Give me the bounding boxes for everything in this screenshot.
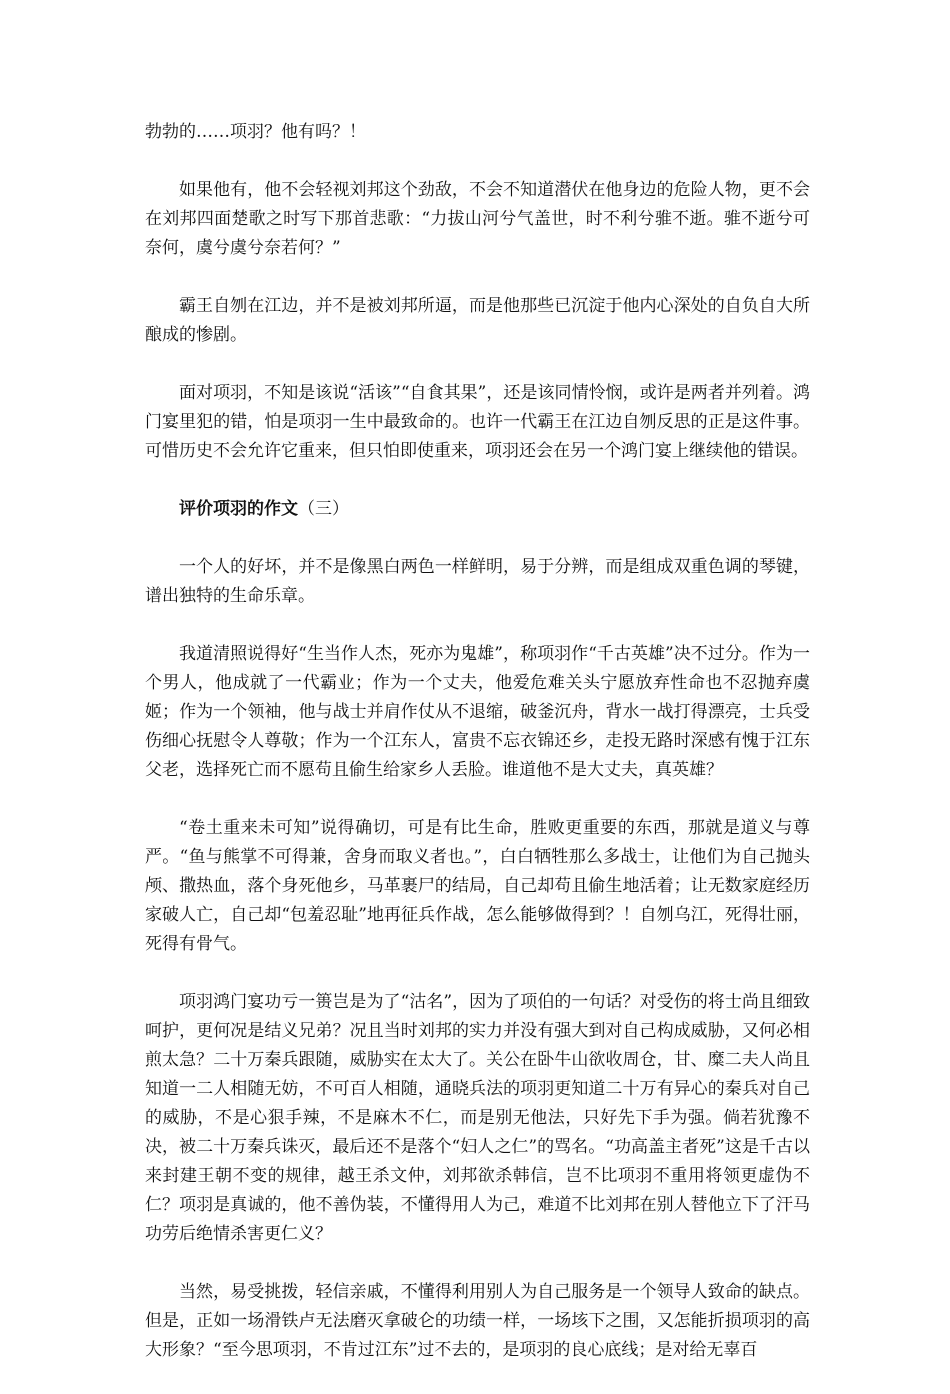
paragraph-flaws: 当然，易受挑拨，轻信亲戚，不懂得利用别人为自己服务是一个领导人致命的缺点。但是，正如一场滑铁卢无法磨灭拿破仑的功绩一样，一场垓下之围，又怎能折损项羽的高大形象？“至今思项羽，不肯过江东”过不去的，是项羽的良心底线；是对给无辜百 xyxy=(145,1282,810,1360)
paragraph-dignity: “卷土重来未可知”说得确切，可是有比生命，胜败更重要的东西，那就是道义与尊严。“鱼与熊掌不可得兼，舍身而取义者也。”，白白牺牲那么多战士，让他们为自己抛头颅、撒热血，落个身死他乡，马革裹尸的结局，自己却苟且偷生地活着；让无数家庭经历家破人亡，自己却“包羞忍耻”地再征兵作战，怎么能够做得到？！自刎乌江，死得壮丽，死得有骨气。 xyxy=(145,818,810,954)
paragraph-good-and-bad: 一个人的好坏，并不是像黑白两色一样鲜明，易于分辨，而是组成双重色调的琴键，谱出独特的生命乐章。 xyxy=(145,557,810,606)
paragraph-continuation: 勃勃的……项羽？他有吗？！ xyxy=(145,122,366,142)
section-heading-title: 评价项羽的作文 xyxy=(179,499,298,519)
paragraph-suicide-at-river: 霸王自刎在江边，并不是被刘邦所逼，而是他那些已沉淀于他内心深处的自负自大所酿成的惨剧。 xyxy=(145,296,810,345)
paragraph-if-he-had: 如果他有，他不会轻视刘邦这个劲敌，不会不知道潜伏在他身边的危险人物，更不会在刘邦四面楚歌之时写下那首悲歌：“力拔山河兮气盖世，时不利兮骓不逝。骓不逝兮可奈何，虞兮虞兮奈若何？” xyxy=(145,180,810,258)
paragraph-hongmen-banquet: 项羽鸿门宴功亏一篑岂是为了“沽名”，因为了项伯的一句话？对受伤的将士尚且细致呵护，更何况是结义兄弟？况且当时刘邦的实力并没有强大到对自己构成威胁，又何必相煎太急？二十万秦兵跟随，威胁实在太大了。关公在卧牛山欲收周仓，甘、糜二夫人尚且知道一二人相随无妨，不可百人相随，通晓兵法的项羽更知道二十万有异心的秦兵对自己的威胁，不是心狠手辣，不是麻木不仁，而是别无他法，只好先下手为强。倘若犹豫不决，被二十万秦兵诛灭，最后还不是落个“妇人之仁”的骂名。“功高盖主者死”这是千古以来封建王朝不变的规律，越王杀文仲，刘邦欲杀韩信，岂不比项羽不重用将领更虚伪不仁？项羽是真诚的，他不善伪装，不懂得用人为己，难道不比刘邦在别人替他立下了汗马功劳后绝情杀害更仁义？ xyxy=(145,992,810,1244)
paragraph-facing-xiangyu: 面对项羽，不知是该说“活该”“自食其果”，还是该同情怜悯，或许是两者并列着。鸿门宴里犯的错，怕是项羽一生中最致命的。也许一代霸王在江边自刎反思的正是这件事。可惜历史不会允许它重来，但只怕即使重来，项羽还会在另一个鸿门宴上继续他的错误。 xyxy=(145,383,810,461)
section-heading-suffix: （三） xyxy=(298,499,349,519)
document-page xyxy=(145,118,810,1394)
paragraph-hero: 我道清照说得好“生当作人杰，死亦为鬼雄”，称项羽作“千古英雄”决不过分。作为一个男人，他成就了一代霸业；作为一个丈夫，他爱危难关头宁愿放弃性命也不忍抛弃虞姬；作为一个领袖，他与战士并肩作仗从不退缩，破釜沉舟，背水一战打得漂亮，士兵受伤细心抚慰令人尊敬；作为一个江东人，富贵不忘衣锦还乡，走投无路时深感有愧于江东父老，选择死亡而不愿苟且偷生给家乡人丢脸。谁道他不是大丈夫，真英雄？ xyxy=(145,644,810,780)
section-heading xyxy=(145,495,810,524)
